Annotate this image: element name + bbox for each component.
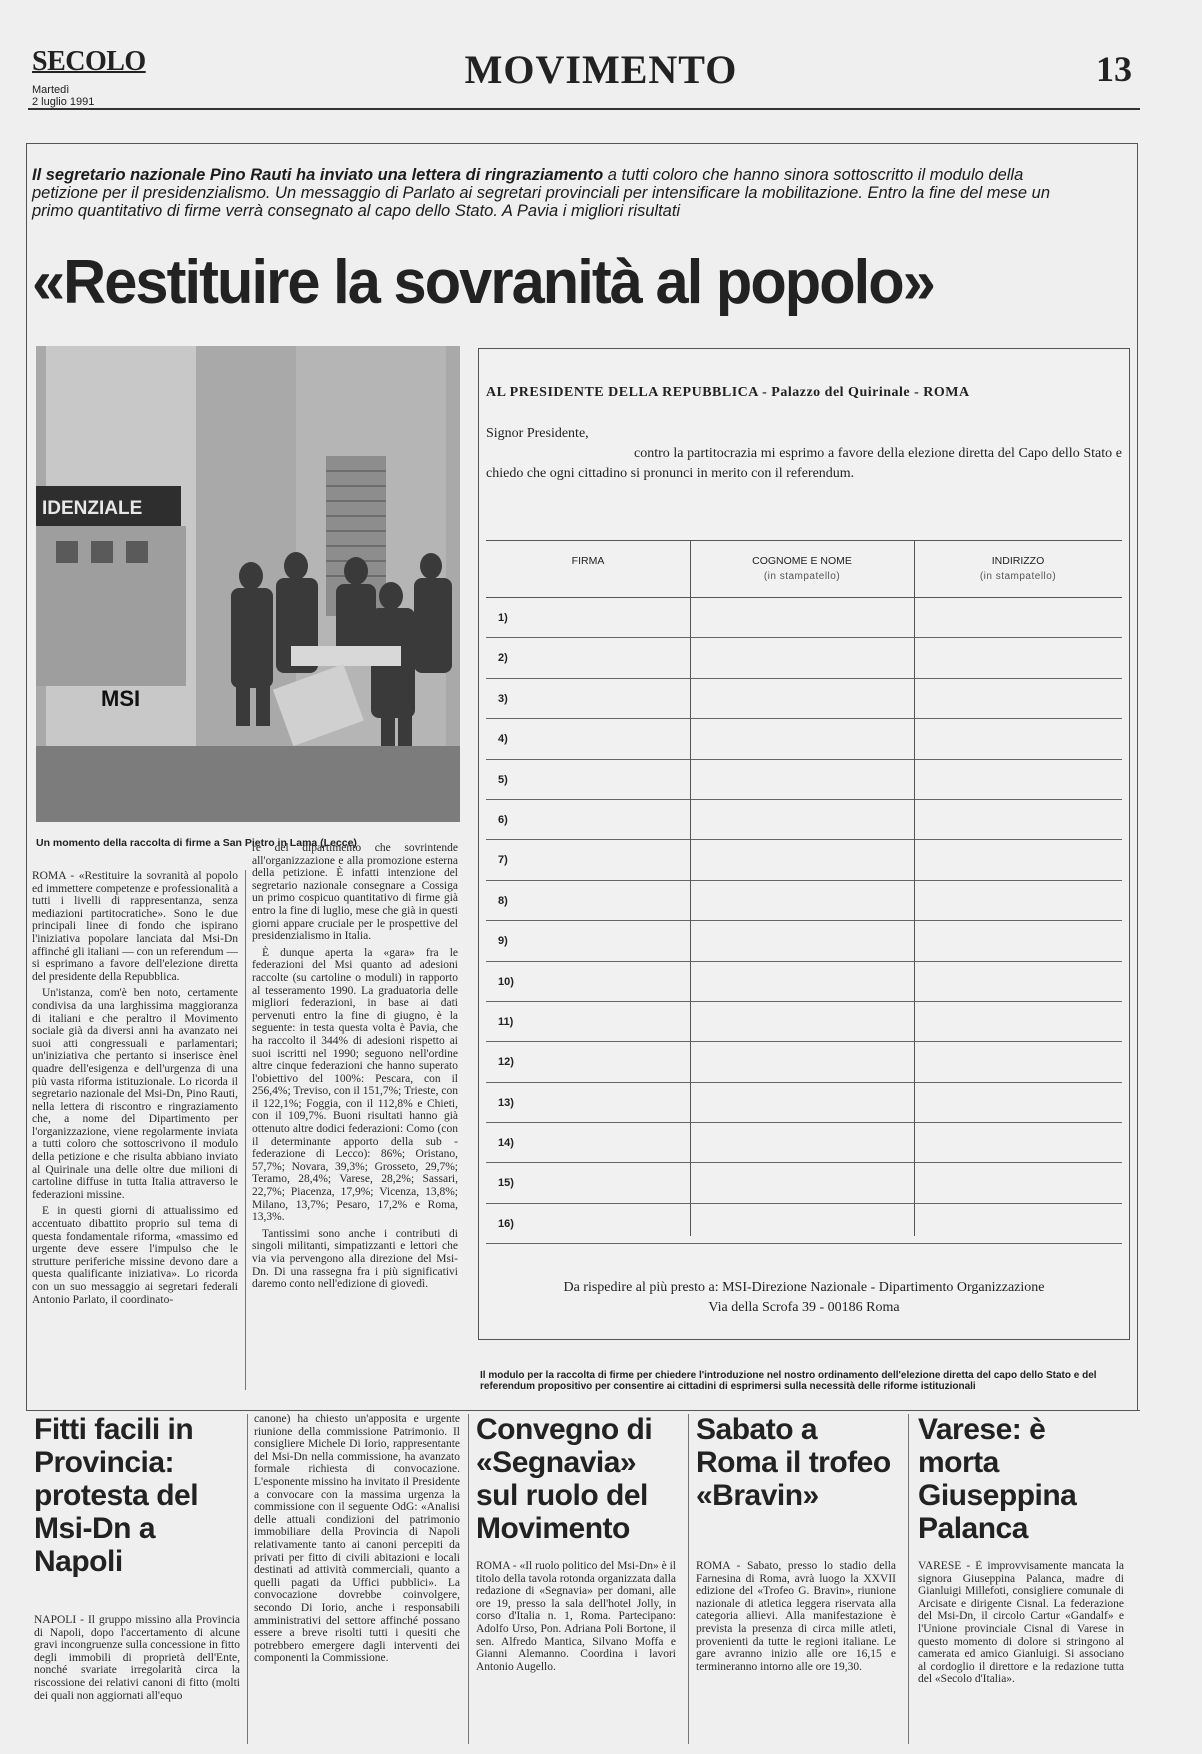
article-body-napoli: NAPOLI - Il gruppo missino alla Provincia di Napoli, dopo l'accertamento di alcune gravi incongruenze sulla concessione in fitto degli immobili di proprietà dell'Ente, nonché svariate irregolarità circa la riscossione dei relativi canoni di fitto (molti dei quali non aggiornati all'equo — [34, 1614, 240, 1702]
issue-date-text: 2 luglio 1991 — [32, 96, 95, 108]
article-intro — [32, 166, 1082, 220]
column-divider — [468, 1414, 469, 1744]
paragraph: E in questi giorni di attualissimo ed accentuato dibattito proprio sul tema di questa fondamentale riforma, «massimo ed urgente deve essere l'impulso che le strutture periferiche missine devono dare a questa qualificante iniziativa». Lo ricorda con un suo messaggio ai segretari federali Antonio Parlato, il coordinato- — [32, 1205, 238, 1306]
article-column-2 — [252, 842, 458, 1390]
form-caption: Il modulo per la raccolta di firme per chiedere l'introduzione nel nostro ordinamento dell'elezione diretta del capo dello Stato e del referendum propositivo per consentire ai cittadini di esprimersi sulla necessità delle riforme istituzionali — [480, 1370, 1097, 1392]
form-header: AL PRESIDENTE DELLA REPUBBLICA - Palazzo del Quirinale - ROMA — [486, 385, 970, 400]
table-row: 13) — [486, 1083, 1122, 1123]
article-headline: «Restituire la sovranità al popolo» — [32, 248, 934, 317]
article-photo — [36, 346, 460, 822]
page-number: 13 — [1096, 49, 1132, 89]
column-header-address: INDIRIZZO (in stampatello) — [979, 555, 1057, 582]
table-row: 14) — [486, 1123, 1122, 1163]
column-divider — [688, 1414, 689, 1744]
article-headline-varese: Varese: è morta Giuseppina Palanca — [918, 1413, 1077, 1545]
table-row: 1) — [486, 598, 1122, 638]
table-column-divider — [914, 540, 915, 1236]
article-headline-bravin: Sabato a Roma il trofeo «Bravin» — [696, 1413, 891, 1512]
table-row: 6) — [486, 800, 1122, 840]
table-row: 10) — [486, 962, 1122, 1002]
article-body-bravin: ROMA - Sabato, presso lo stadio della Farnesina di Roma, avrà luogo la XXVII edizione del «Trofeo G. Bravin», riunione nazionale di atletica leggera riservata alla categoria allievi. Alla manifestazione è prevista la presenza di circa mille atleti, provenienti da tutte le regioni italiane. Le gare avranno inizio alle ore 16,15 e termineranno intorno alle ore 19,30. — [696, 1560, 896, 1673]
form-street-address: Via della Scrofa 39 - 00186 Roma — [708, 1300, 900, 1315]
intro-bold: Il segretario nazionale Pino Rauti ha inviato una lettera di ringraziamento — [32, 166, 604, 184]
table-row: 15) — [486, 1163, 1122, 1203]
table-row: 11) — [486, 1002, 1122, 1042]
form-return-address: Da rispedire al più presto a: MSI-Direzione Nazionale - Dipartimento Organizzazione — [563, 1280, 1045, 1295]
article-column-1 — [32, 870, 238, 1390]
article-body-segnavia: ROMA - «Il ruolo politico del Msi-Dn» è il titolo della tavola rotonda organizzata dalla redazione di «Segnavia» per domani, alle ore 19, presso la sala dell'hotel Jolly, in corso d'Italia n. 1, Roma. Partecipano: Adolfo Urso, Pon. Adriana Poli Bortone, il sen. Alfredo Mantica, Silvano Moffa e Gianni Alemanno. Coordina i lavori Antonio Augello. — [476, 1560, 676, 1673]
photo-caption: Un momento della raccolta di firme a San Pietro in Lama (Lecce) — [36, 837, 357, 849]
paragraph: re del dipartimento che sovrintende all'organizzazione e alla promozione esterna della petizione. È infatti intenzione del segretario nazionale consegnare a Cossiga un primo cospicuo quantitativo di firme già entro la fine di luglio, mese che già in questi giorni appare cruciale per le prospettive del presidenzialismo in Italia. — [252, 842, 458, 943]
photo-msi-logo: MSI — [101, 686, 141, 711]
table-row: 4) — [486, 719, 1122, 759]
newspaper-logo: SECOLO — [32, 46, 146, 77]
table-row: 3) — [486, 679, 1122, 719]
section-title: MOVIMENTO — [464, 47, 738, 92]
article-body-varese: VARESE - È improvvisamente mancata la signora Giuseppina Palanca, madre di Gianluigi Millefoti, consigliere comunale di Arcisate e dirigente Cisnal. La federazione del Msi-Dn, il circolo Cartur «Gandalf» e l'Unione provinciale Cisnal di Varese in questo momento di dolore si stringono al camerata ed amico Gianluigi. Si associano al cordoglio il direttore e la redazione tutta del «Secolo d'Italia». — [918, 1560, 1124, 1686]
table-row: 9) — [486, 921, 1122, 961]
table-row: 8) — [486, 881, 1122, 921]
paragraph: Un'istanza, com'è ben noto, certamente condivisa da una larghissima maggioranza di italiani e che peraltro il Movimento sociale già da diversi anni ha avanzato nei suoi atti congressuali e parlamentari; un'iniziativa che pertanto si inserisce ènel quadre dell'esigenza e dell'urgenza di una più vasta riforma istituzionale. Lo ricorda il segretario nazionale del Msi-Dn, Pino Rauti, nella lettera di riscontro e ringraziamento che, a nome del Dipartimento per l'organizzazione, viene regolarmente inviata a tutti coloro che sottoscrivono il modulo della petizione e che risulta abbiano inviato al Quirinale una delle oltre due milioni di cartoline diffuse in tutta Italia attraverso le federazioni missine. — [32, 987, 238, 1201]
column-divider — [247, 1414, 248, 1744]
form-footer — [486, 1278, 1122, 1318]
bottom-rule — [28, 1410, 1140, 1411]
issue-day: Martedì — [32, 84, 70, 96]
header-rule — [28, 108, 1140, 110]
table-row: 12) — [486, 1042, 1122, 1082]
table-header — [486, 540, 1122, 598]
article-headline-napoli: Fitti facili in Provincia: protesta del Msi-Dn a Napoli — [34, 1413, 199, 1578]
table-row: 16) — [486, 1204, 1122, 1244]
paragraph: Tantissimi sono anche i contributi di singoli militanti, simpatizzanti e lettori che via via pervengono alla direzione del Msi-Dn. Di una rassegna fra i più significativi daremo conto nell'edizione di giovedì. — [252, 1227, 458, 1291]
photo-illustration — [36, 346, 460, 822]
table-row: 5) — [486, 760, 1122, 800]
column-header-name: COGNOME E NOME (in stampatello) — [752, 555, 852, 582]
intro-rest: a tutti coloro che hanno sinora sottoscritto il modulo della petizione per il presidenzialismo. Un messaggio di Parlato ai segretari provinciali per intensificare la mobilitazione. Entro la fine del mese un primo quantitativo di firme verrà consegnato al capo dello Stato. A Pavia i migliori risultati — [32, 166, 1051, 220]
form-greeting: Signor Presidente, — [486, 426, 589, 441]
table-row: 2) — [486, 638, 1122, 678]
table-row: 7) — [486, 840, 1122, 880]
article-body-napoli-cont: canone) ha chiesto un'apposita e urgente riunione della commissione Patrimonio. Il consigliere Michele Di Iorio, rappresentante del Msi-Dn nella commissione, ha avanzato formale richiesta di convocazione. L'esponente missino ha invitato il Presidente a convocare con la massima urgenza la commissione con il seguente OdG: «Analisi delle attuali condizioni del patrimonio immobiliare della Provincia di Napoli relativamente tanto ai canoni percepiti da privati per fitto di civili abitazioni e locali destinati ad attività commerciali, quanto a quelli pagati da Uffici pubblici». La convocazione dovrebbe coinvolgere, secondo Di Iorio, anche i responsabili amministrativi del settore affinché possano essere a breve risolti tutti i quesiti che potrebbero emergere dagli interventi dei componenti la Commissione. — [254, 1413, 460, 1665]
column-divider — [245, 870, 246, 1390]
paragraph: È dunque aperta la «gara» fra le federazioni del Msi quanto ad adesioni raccolte (su cartoline o moduli) in rapporto al tesseramento 1990. La graduatoria delle migliori federazioni, in base ai dati pervenuti entro la fine di giugno, è la seguente: in testa questa volta è Pavia, che ha raccolto il 344% di adesioni rispetto ai suoi iscritti nel 1990; seguono nell'ordine altre cinque federazioni che hanno superato l'obiettivo del 100%: Pescara, con il 256,4%; Treviso, con il 151,7%; Trieste, con il 122,1%; Foggia, con il 112,8% e Chieti, con il 109,7%. Buoni risultati hanno già ottenuto altre dodici federazioni: Como (con il determinante apporto della sub - federazione di Lecco): 86%; Oristano, 57,7%; Novara, 39,3%; Grosseto, 29,7%; Teramo, 28,4%; Varese, 28,2%; Sassari, 22,7%; Piacenza, 17,9%; Vicenza, 13,8%; Milano, 13,7%; Pesaro, 17,2% e Roma, 13,3%. — [252, 946, 458, 1224]
table-column-divider — [690, 540, 691, 1236]
paragraph: ROMA - «Restituire la sovranità al popolo ed immettere competenze e professionalità a tutti i livelli di rappresentanza, senza mediazioni partitocratiche». Sono le due principali linee di fondo che ispirano l'iniziativa popolare lanciata dal Msi-Dn affinché gli italiani — con un referendum — si esprimano a favore dell'elezione diretta del presidente della Repubblica. — [32, 870, 238, 983]
signature-table — [486, 540, 1122, 1244]
column-divider — [908, 1414, 909, 1744]
form-body: contro la partitocrazia mi esprimo a favore della elezione diretta del Capo dello Stato e chiedo che ogni cittadino si pronunci in merito con il referendum. — [486, 446, 1122, 481]
article-headline-segnavia: Convegno di «Segnavia» sul ruolo del Movimento — [476, 1413, 653, 1545]
photo-sign-text: IDENZIALE — [42, 498, 143, 519]
column-header-firma: FIRMA — [571, 555, 605, 567]
